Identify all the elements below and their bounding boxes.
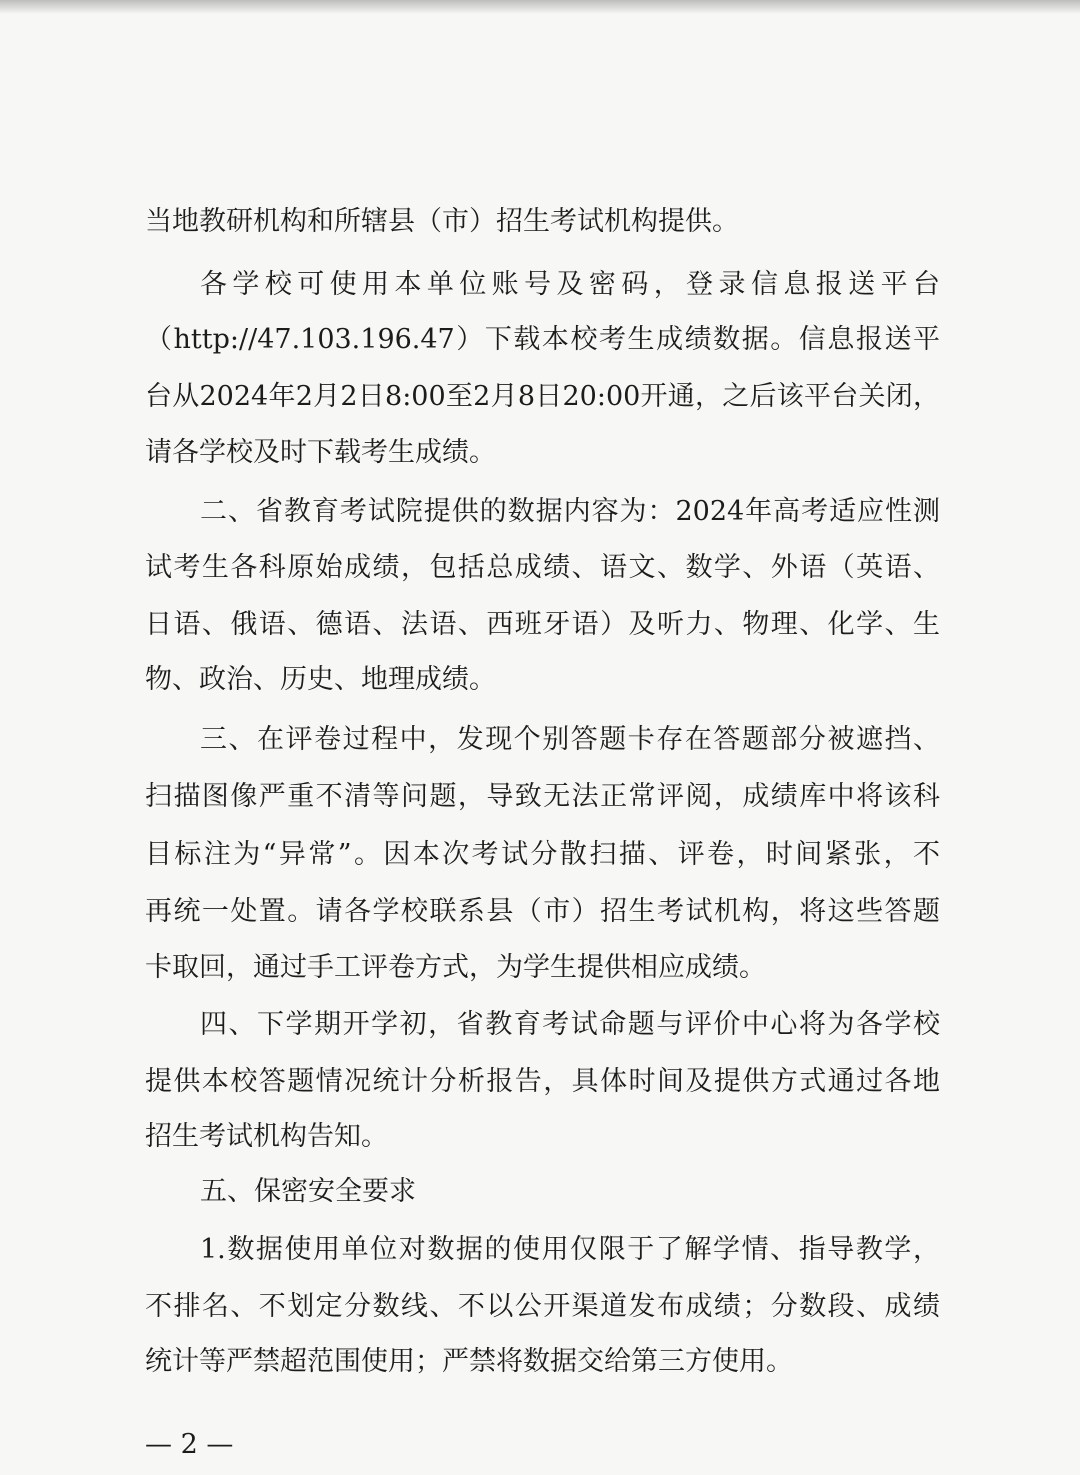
scan-edge-shade bbox=[0, 0, 1080, 14]
paragraph-line: （http://47.103.196.47）下载本校考生成绩数据。信息报送平 bbox=[145, 324, 940, 355]
paragraph-line: 二、省教育考试院提供的数据内容为：2024年高考适应性测 bbox=[200, 496, 940, 527]
paragraph-line: 卡取回，通过手工评卷方式，为学生提供相应成绩。 bbox=[145, 952, 766, 983]
page-number: — 2 — bbox=[145, 1429, 234, 1460]
paragraph-line: 日语、俄语、德语、法语、西班牙语）及听力、物理、化学、生 bbox=[145, 609, 940, 640]
section-heading: 五、保密安全要求 bbox=[200, 1176, 416, 1207]
paragraph-line: 三、在评卷过程中，发现个别答题卡存在答题部分被遮挡、 bbox=[200, 724, 940, 755]
paragraph-line: 目标注为“异常”。因本次考试分散扫描、评卷，时间紧张，不 bbox=[145, 839, 940, 870]
paragraph-line: 各学校可使用本单位账号及密码，登录信息报送平台 bbox=[200, 269, 940, 300]
paragraph-line: 招生考试机构告知。 bbox=[145, 1121, 388, 1152]
paragraph-line: 提供本校答题情况统计分析报告，具体时间及提供方式通过各地 bbox=[145, 1066, 940, 1097]
paragraph-line: 四、下学期开学初，省教育考试命题与评价中心将为各学校 bbox=[200, 1009, 940, 1040]
paragraph-line: 台从2024年2月2日8:00至2月8日20:00开通，之后该平台关闭， bbox=[145, 381, 940, 412]
paragraph-line: 扫描图像严重不清等问题，导致无法正常评阅，成绩库中将该科 bbox=[145, 781, 940, 812]
paragraph-line: 试考生各科原始成绩，包括总成绩、语文、数学、外语（英语、 bbox=[145, 552, 940, 583]
paragraph-line: 请各学校及时下载考生成绩。 bbox=[145, 437, 496, 468]
paragraph-line: 统计等严禁超范围使用；严禁将数据交给第三方使用。 bbox=[145, 1346, 793, 1377]
paragraph-line: 不排名、不划定分数线、不以公开渠道发布成绩；分数段、成绩 bbox=[145, 1291, 940, 1322]
paragraph-line: 物、政治、历史、地理成绩。 bbox=[145, 664, 496, 695]
paragraph-line: 再统一处置。请各学校联系县（市）招生考试机构，将这些答题 bbox=[145, 896, 940, 927]
paragraph-line: 当地教研机构和所辖县（市）招生考试机构提供。 bbox=[145, 206, 739, 237]
paragraph-line: 1.数据使用单位对数据的使用仅限于了解学情、指导教学， bbox=[200, 1234, 940, 1265]
